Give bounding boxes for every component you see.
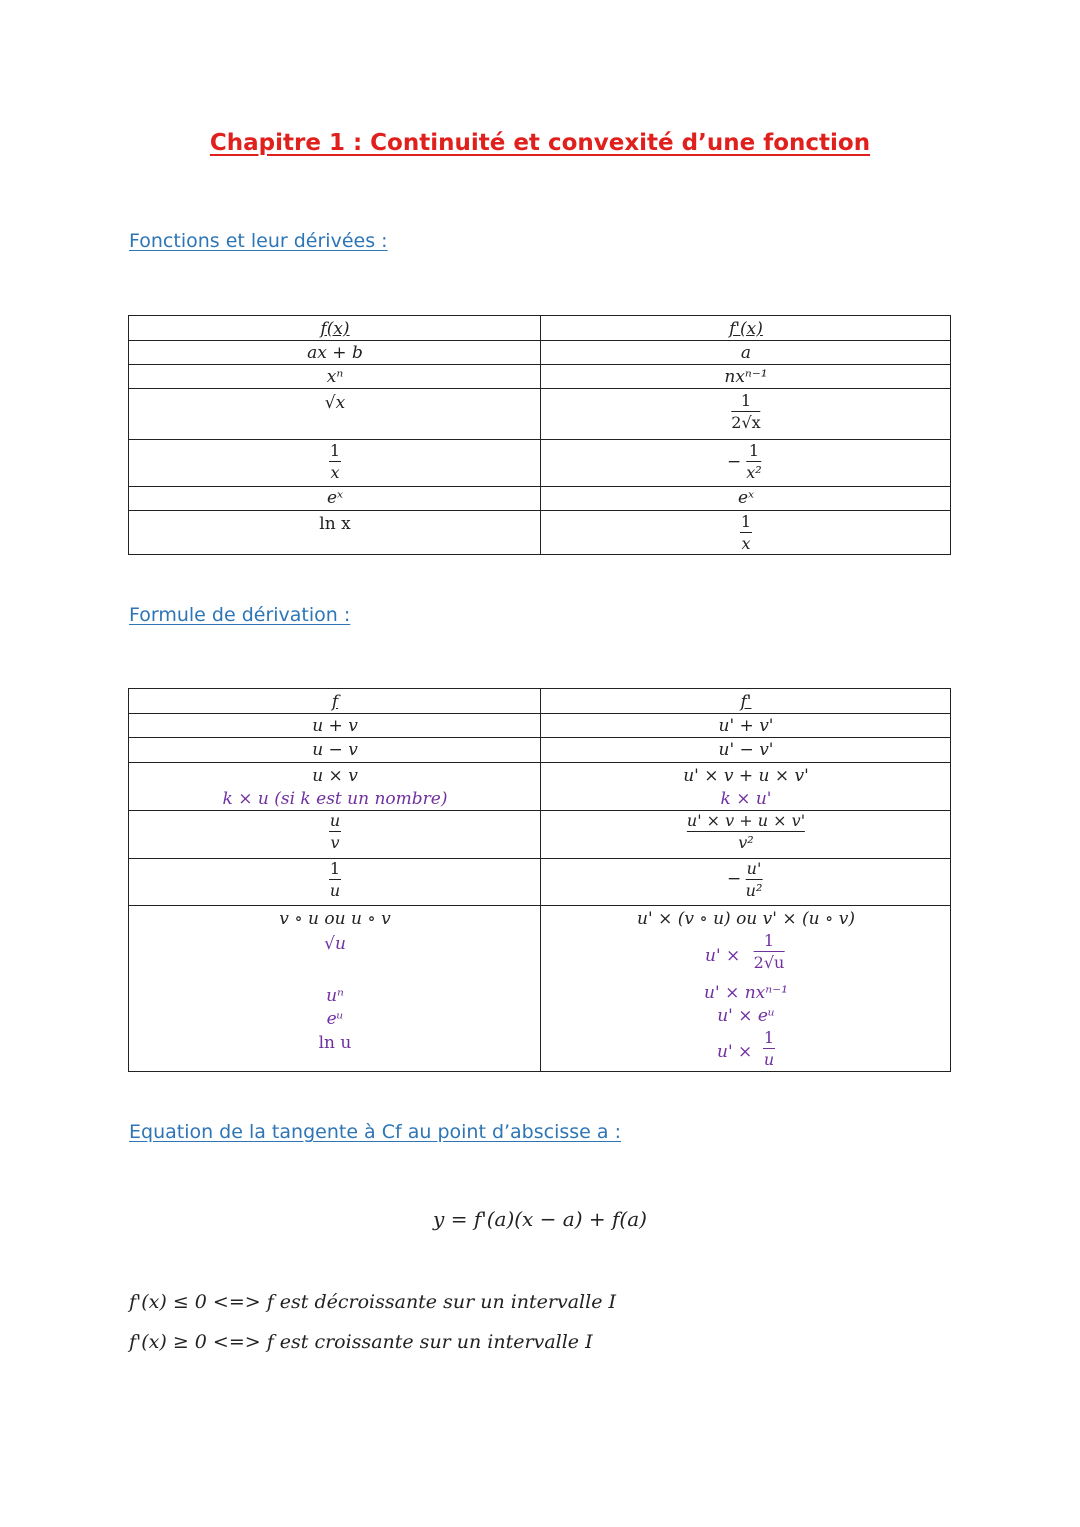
fraction: 1 x²	[746, 441, 762, 482]
page-title: Chapitre 1 : Continuité et convexité d’une fonction	[209, 130, 871, 156]
table-cell: eˣ	[326, 488, 344, 508]
section-heading-tangente: Equation de la tangente à Cf au point d’abscisse a :	[129, 1121, 621, 1143]
table-cell: u' − v'	[718, 740, 774, 760]
table-cell: u' × v + u × v'	[683, 766, 809, 786]
fraction: 1 u	[763, 1028, 775, 1069]
header-f: f(x)	[320, 319, 350, 339]
table-cell: eˣ	[737, 488, 755, 508]
fraction: 1 2√x	[731, 391, 761, 432]
increasing-rule: f'(x) ≥ 0 <=> f est croissante sur un intervalle I	[129, 1331, 593, 1353]
fraction: 1 u	[329, 859, 341, 900]
header-f: f	[331, 692, 339, 712]
table-cell: u' × nxⁿ⁻¹	[704, 983, 788, 1003]
fraction: u' u²	[745, 859, 763, 900]
header-fprime: f'(x)	[729, 319, 763, 339]
table-cell: u + v	[312, 716, 358, 736]
tangent-equation: y = f'(a)(x − a) + f(a)	[433, 1207, 647, 1231]
fraction: u' × v + u × v' v²	[686, 811, 806, 852]
fraction: 1 x	[740, 512, 752, 553]
table-divider	[540, 689, 541, 1071]
table-cell: xⁿ	[326, 367, 344, 387]
table-cell: eᵘ	[326, 1009, 344, 1029]
table-cell: k × u'	[720, 789, 772, 809]
section-heading-formule: Formule de dérivation :	[129, 604, 351, 626]
decreasing-rule: f'(x) ≤ 0 <=> f est décroissante sur un intervalle I	[129, 1291, 616, 1313]
table-cell: ln u	[318, 1033, 352, 1053]
table-cell: u × v	[312, 766, 358, 786]
table-cell: a	[740, 343, 752, 363]
table-cell: u' + v'	[718, 716, 774, 736]
header-fprime: f'	[740, 692, 752, 712]
fraction: u v	[329, 811, 341, 852]
table-cell: u' × eᵘ	[717, 1006, 775, 1026]
table-cell: u' × (v ∘ u) ou v' × (u ∘ v)	[637, 909, 855, 929]
table-cell: k × u (si k est un nombre)	[222, 789, 448, 809]
table-cell: ax + b	[307, 343, 363, 363]
fraction: 1 x	[329, 441, 341, 482]
fraction: 1 2√u	[753, 931, 785, 972]
table-cell: v ∘ u ou u ∘ v	[279, 909, 391, 929]
table-cell: √x	[324, 393, 346, 413]
table-cell: ln x	[319, 514, 351, 534]
derivatives-table: f(x) f'(x) ax + b a xⁿ nxⁿ⁻¹ √x 1 2√x 1 x − 1 x² eˣ eˣ ln x 1 x	[128, 315, 951, 555]
table-divider	[540, 316, 541, 554]
derivation-rules-table: f f' u + v u' + v' u − v u' − v' u × v u' × v + u × v' k × u (si k est un nombre) k × u' u v u' × v + u × v' v² 1 u − u' u² v ∘ u ou u ∘ v u' × (v ∘ u) ou v' × (u ∘ v) √u u' × 1 2√u uⁿ u' × nxⁿ⁻¹ eᵘ u' × eᵘ ln u u' × 1 u	[128, 688, 951, 1072]
section-heading-fonctions: Fonctions et leur dérivées :	[129, 230, 388, 252]
table-cell: √u	[324, 934, 346, 954]
table-cell: uⁿ	[326, 986, 344, 1006]
table-cell: nxⁿ⁻¹	[724, 367, 768, 387]
table-cell: u − v	[312, 740, 358, 760]
